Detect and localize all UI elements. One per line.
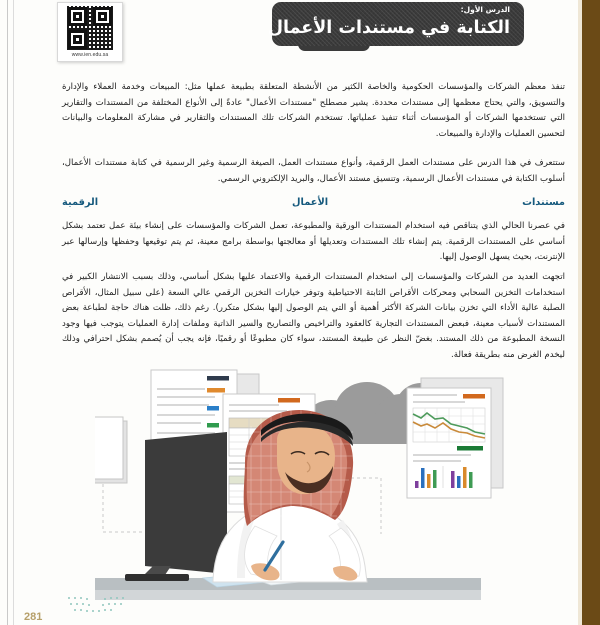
paragraph-1: تنفذ معظم الشركات والمؤسسات الحكومية والخاصة الكثير من الأنشطة المتعلقة بطبيعة عملها مثل: المبيعات وخدمة العملاء والإدارة والتسويق، والتي يحتاج معظمها إلى مستندات محددة. يشير مصطلح "مستندات الأعمال" عادةً إلى الأنواع المختلفة من المستندات والتقارير التي تستخدمها الشركات أو المؤسسات أثناء تنفيذ عملياتها. تستخدم الشركات تلك المستندات والتقارير في مشاركة المعلومات والبيانات لتحسين العمليات والإدارة والمبيعات.	[62, 82, 565, 139]
sheet-mark-orange	[278, 398, 300, 403]
desktop-monitor	[125, 432, 227, 581]
qr-code-icon	[67, 6, 113, 50]
page-left-rule	[7, 0, 8, 625]
page-number: 281	[24, 611, 43, 623]
page-title: الكتابة في مستندات الأعمال	[267, 18, 510, 38]
banner-plate	[267, 2, 524, 46]
chart-doc-mark-green	[457, 446, 483, 451]
lesson-eyebrow: الدرس الأول:	[460, 5, 510, 14]
paragraph-4: اتجهت العديد من الشركات والمؤسسات إلى استخدام المستندات الرقمية والاعتماد عليها بشكل أساسي، وذلك بسبب الانتشار الكبير في استخدامات التخزين السحابي ومحركات الأقراص الثابتة الاحتياطية وتوفر خيارات التخزين الرقمي عالي السعة (على سبيل المثال، الأقراص الصلبة عالية الأداء التي تخزن بيانات الشركة الأكثر أهمية أو التي يتم الوصول إليها بشكل متكرر). رغم ذلك، ظلت هناك حاجة لطباعة بعض المستندات لأسباب معينة، فبعض المستندات التجارية كالعقود والتراخيص والتصاريح والسير الذاتية وملفات إدارة العمليات يتوجب فيها وجود النسخة المطبوعة من ذلك المستند. بغضّ النظر عن طبيعة المستند، سواء كان مطبوعًا أو رقميًا، فإنه يجب أن يُصمم بشكل احترافي وذلك ليخدم الغرض منه بطريقة فعالة.	[62, 272, 565, 360]
doc-mark-blue	[207, 406, 219, 411]
chart-document	[407, 378, 503, 498]
paragraph-2: ستتعرف في هذا الدرس على مستندات العمل الرقمية، وأنواع مستندات العمل، الصيغة الرسمية وغير الرسمية في كتابة مستندات الأعمال، أسلوب الكتابة في مستندات الأعمال الرسمية، وتنسيق مستند الأعمال، والبريد الإلكتروني الرسمي.	[62, 158, 565, 184]
page-left-rule-secondary	[13, 0, 14, 625]
paragraph-block-1	[62, 80, 565, 142]
lesson-illustration	[95, 366, 525, 614]
page-right-accent-bar	[582, 0, 600, 625]
section-heading-block	[62, 197, 565, 208]
dot-pattern-decoration	[66, 595, 128, 617]
qr-finder-bottom-left	[68, 30, 87, 49]
doc-mark-green	[207, 423, 219, 428]
illustration-svg	[95, 366, 525, 614]
lesson-title-banner	[267, 2, 524, 56]
doc-mark-navy	[207, 376, 229, 381]
paragraph-3: في عصرنا الحالي الذي يتناقص فيه استخدام المستندات الورقية والمطبوعة، تعمل الشركات والمؤسسات على إنشاء بيئة عمل تعتمد بشكل أساسي على المستندات الرقمية. يتم إنشاء تلك المستندات وتعديلها أو معالجتها بواسطة برامج معينة، ثم يتم توقيعها وحفظها وإرسالها عبر الإنترنت، بحيث يسهل الوصول إليها.	[62, 221, 565, 262]
qr-code-badge[interactable]	[57, 2, 123, 62]
chart-doc-mark-orange	[463, 394, 485, 399]
qr-caption: www.ien.edu.sa	[71, 52, 109, 58]
paragraph-block-3	[62, 219, 565, 266]
section-heading-digital-documents: مستندات الأعمال الرقمية	[62, 197, 565, 208]
document-stub-left	[95, 417, 127, 483]
paragraph-block-2	[62, 156, 565, 187]
paragraph-block-4	[62, 270, 565, 363]
doc-mark-orange	[207, 388, 225, 393]
line-chart	[413, 408, 485, 442]
